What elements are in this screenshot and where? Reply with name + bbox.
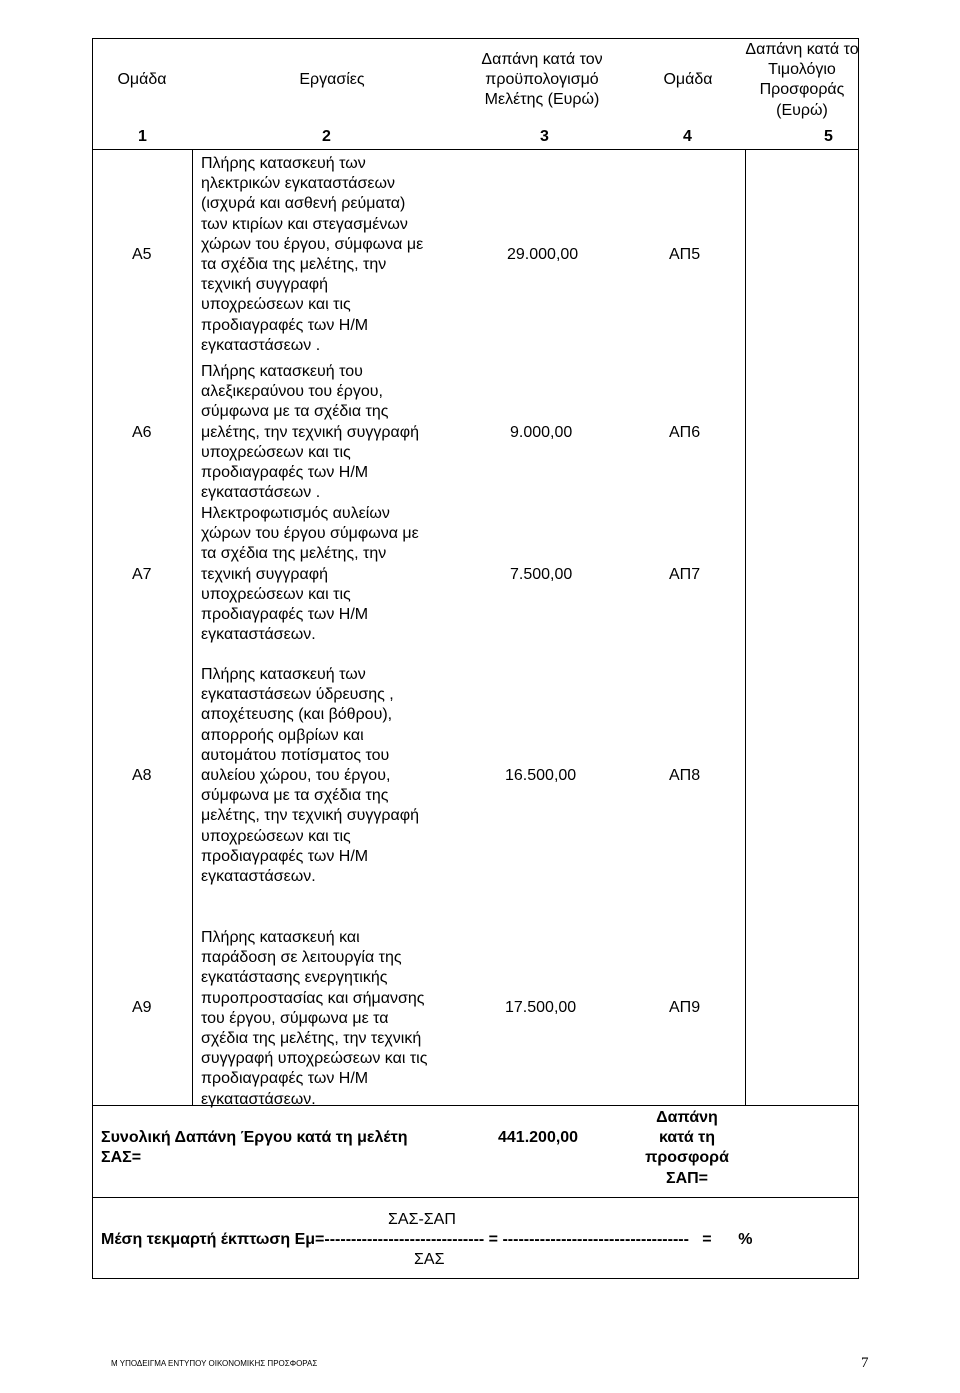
header-tasks: Εργασίες	[299, 71, 365, 88]
row-description-a7: Ηλεκτροφωτισμός αυλείων χώρων του έργου σύμφωνα με τα σχέδια της μελέτης, την τεχνική συγγραφή υποχρεώσεων και τις προδιαγραφές των Η/Μ εγκαταστάσεων.	[201, 505, 419, 644]
row-amount-a7: 7.500,00	[510, 566, 573, 583]
row-group-a6: Α6	[132, 424, 152, 441]
row-offer-group-a5: ΑΠ5	[669, 246, 701, 263]
page-number: 7	[861, 1355, 869, 1371]
row-amount-a6: 9.000,00	[510, 424, 573, 441]
total-offer-label: Δαπάνη κατά τη προσφορά ΣΑΠ=	[645, 1109, 729, 1187]
header-group: Ομάδα	[117, 71, 167, 88]
header-budget-cost: Δαπάνη κατά τον προϋπολογισμό Μελέτης (Ευρώ)	[481, 51, 603, 109]
footer-document-title: Μ ΥΠΟΔΕΙΓΜΑ ΕΝΤΥΠΟΥ ΟΙΚΟΝΟΜΙΚΗΣ ΠΡΟΣΦΟΡΑΣ	[111, 1359, 318, 1368]
row-amount-a5: 29.000,00	[507, 246, 579, 263]
total-budget-label: Συνολική Δαπάνη Έργου κατά τη μελέτη ΣΑΣ=	[101, 1129, 408, 1167]
row-offer-group-a6: ΑΠ6	[669, 424, 701, 441]
column-rule-1	[192, 149, 193, 1105]
row-amount-a9: 17.500,00	[505, 999, 577, 1016]
discount-denominator: ΣΑΣ	[414, 1251, 445, 1268]
row-offer-group-a7: ΑΠ7	[669, 566, 701, 583]
discount-formula: Μέση τεκμαρτή έκπτωση Εμ=------------------------------ = ----------------------------------- = %	[101, 1231, 753, 1248]
total-budget-amount: 441.200,00	[498, 1129, 579, 1146]
table-rule-discount	[92, 1197, 859, 1198]
row-description-a6: Πλήρης κατασκευή του αλεξικεραύνου του έργου, σύμφωνα με τα σχέδια της μελέτης, την τεχνική συγγραφή υποχρεώσεων και τις προδιαγραφές των Η/Μ εγκαταστάσεων .	[201, 363, 419, 502]
column-number-4: 4	[683, 128, 692, 145]
row-description-a9: Πλήρης κατασκευή και παράδοση σε λειτουργία της εγκατάστασης ενεργητικής πυροπροστασίας και σήμανσης του έργου, σύμφωνα με τα σχέδια της μελέτης, την τεχνική συγγραφή υποχρεώσεων και τις προδιαγραφές των Η/Μ εγκαταστάσεων.	[201, 929, 428, 1108]
column-number-2: 2	[322, 128, 331, 145]
column-number-5: 5	[824, 128, 833, 145]
header-offer-cost: Δαπάνη κατά το Τιμολόγιο Προσφοράς (Ευρώ)	[745, 41, 859, 119]
row-amount-a8: 16.500,00	[505, 767, 577, 784]
row-offer-group-a9: ΑΠ9	[669, 999, 701, 1016]
row-offer-group-a8: ΑΠ8	[669, 767, 701, 784]
discount-numerator: ΣΑΣ-ΣΑΠ	[388, 1211, 456, 1228]
row-description-a5: Πλήρης κατασκευή των ηλεκτρικών εγκαταστάσεων (ισχυρά και ασθενή ρεύματα) των κτιρίων και στεγασμένων χώρων του έργου, σύμφωνα με τα σχέδια της μελέτης, την τεχνική συγγραφή υποχρεώσεων και τις προδιαγραφές των Η/Μ εγκαταστάσεων .	[201, 155, 424, 354]
table-rule-header	[92, 149, 859, 150]
column-number-1: 1	[138, 128, 147, 145]
row-description-a8: Πλήρης κατασκευή των εγκαταστάσεων ύδρευσης , αποχέτευσης (και βόθρου), απορροής ομβρίων και αυτομάτου ποτίσματος του αυλείου χώρου, του έργου, σύμφωνα με τα σχέδια της μελέτης, την τεχνική συγγραφή υποχρεώσεων και τις προδιαγραφές των Η/Μ εγκαταστάσεων.	[201, 666, 419, 886]
column-number-3: 3	[540, 128, 549, 145]
row-group-a8: Α8	[132, 767, 152, 784]
row-group-a5: Α5	[132, 246, 152, 263]
row-group-a9: Α9	[132, 999, 152, 1016]
column-rule-4	[745, 149, 746, 1105]
row-group-a7: Α7	[132, 566, 152, 583]
header-offer-group: Ομάδα	[663, 71, 713, 88]
